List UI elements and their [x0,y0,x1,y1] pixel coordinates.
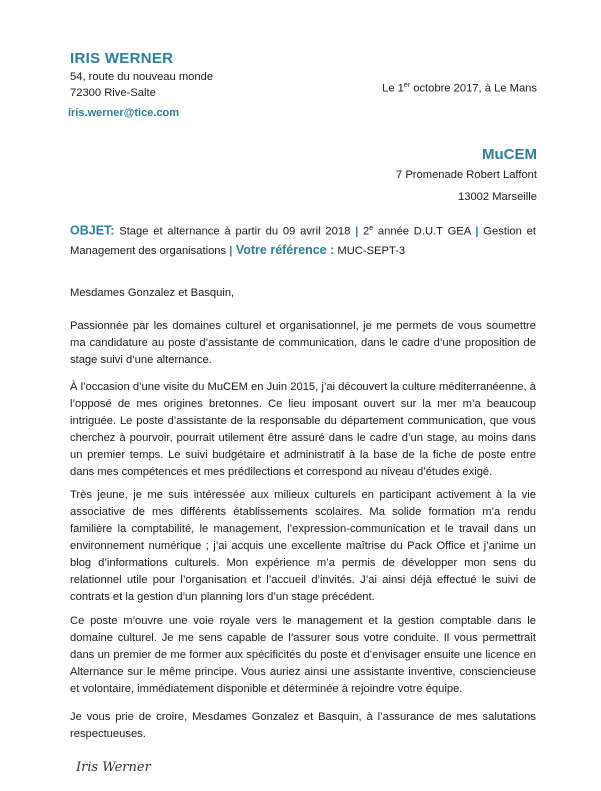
object-text2-sup: e [369,225,374,232]
object-label: OBJET: [70,223,115,238]
salutation: Mesdames Gonzalez et Basquin, [70,287,235,299]
object-separator-3: | [229,244,233,257]
object-text2-suffix: année D.U.T GEA [373,225,476,238]
sender-address-line1: 54, route du nouveau monde [70,71,214,83]
object-line [70,220,536,260]
paragraph-3: Très jeune, je me suis intéressée aux milieux culturels en participant activement à la vie associative de mes différents établissements scolaires. Ma solide formation m’a rendu familière la comptabilité, le management, l’expression-communication et le travail dans un environnement numérique ; j’ai acquis une excellente maîtrise du Pack Office et j’anime un blog d’informations culturels. Mon expérience m’a permis de développer mon sens du relationnel utile pour l’organisation et l’accueil d’invités. J’ai ainsi déjà effectué le suivi de contrats et la gestion d’un planning lors d’un stage précédent. [70,489,536,603]
object-reference-value: MUC-SEPT-3 [334,244,406,257]
date-line [382,82,537,95]
paragraph-2: À l’occasion d’une visite du MuCEM en Juin 2015, j’ai découvert la culture méditerranéenne, à l’opposé de mes origines bretonnes. Ce lieu imposant ouvert sur la mer m’a beaucoup intriguée. Le poste d’assistante de la responsable du département communication, que vous cherchez à pourvoir, pourrait utilement être assuré dans le cadre d’un stage, au moins dans un premier temps. Le suivi budgétaire et administratif à la base de la fiche de poste entre dans mes compétences et mes prédilections et correspond au niveau d’études exigé. [70,381,536,478]
object-text1: Stage et alternance à partir du 09 avril 2018 [114,225,356,238]
recipient-name: MuCEM [482,146,537,163]
date-suffix: octobre 2017, à Le Mans [410,82,537,95]
object-separator-2: | [475,225,479,238]
paragraph-4: Ce poste m’ouvre une voie royale vers le management et la gestion comptable dans le domaine culturel. Je me sens capable de l’assurer sous votre conduite. Il vous permettrait dans un premier de me former aux spécificités du poste et d’envisager ensuite une licence en Alternance sur le même principe. Vous auriez ainsi une assistante inventive, consciencieuse et volontaire, immédiatement disponible et déterminée à rejoindre votre équipe. [70,615,536,695]
signature: Iris Werner [76,760,151,775]
object-separator-1: | [355,225,359,238]
paragraph-1: Passionnée par les domaines culturel et organisationnel, je me permets de vous soumettre ma candidature au poste d’assistante de communication, dans le cadre d’une proposition de stage suivi d’une alternance. [70,320,536,366]
date-superscript: er [403,82,411,89]
sender-email[interactable]: iris.werner@tice.com [68,107,179,119]
sender-address-line2: 72300 Rive-Salte [70,87,156,99]
recipient-address-line1: 7 Promenade Robert Laffont [396,169,537,181]
object-reference-label: Votre référence : [232,242,335,257]
object-text2-prefix: 2 [358,225,370,238]
paragraph-5: Je vous prie de croire, Mesdames Gonzalez et Basquin, à l’assurance de mes salutations respectueuses. [70,711,536,740]
recipient-address-line2: 13002 Marseille [458,191,537,203]
sender-name: IRIS WERNER [70,50,174,67]
date-prefix: Le 1 [382,82,404,95]
object-text3: Gestion et Management des organisations [70,225,536,257]
